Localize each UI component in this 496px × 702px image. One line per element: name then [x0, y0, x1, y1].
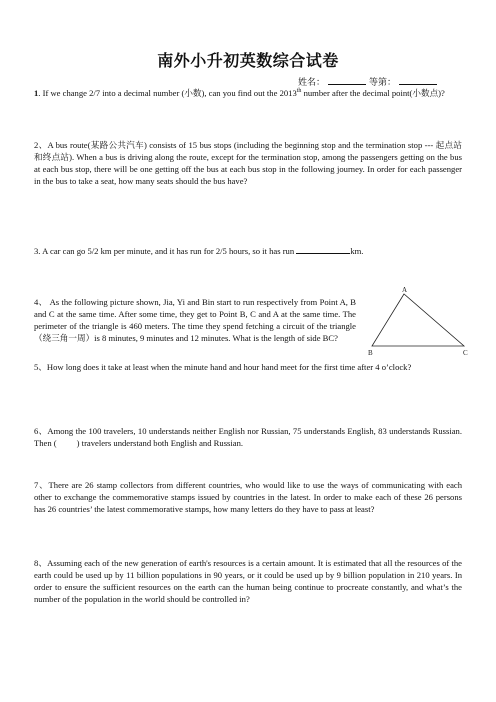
question-4: 4、 As the following picture shown, Jia, Yi and Bin start to run respectively from Point A, B and C at the same time. After some time, they get to Point B, C and A at the same time. The perimeter of the triangle is 460 meters. The time they spend fetching a circuit of the triangle （绕三角一周）is 8 minutes, 9 minutes and 12 minutes. What is the length of side BC? — [34, 297, 356, 343]
question-1-text: . If we change 2/7 into a decimal number (小数), can you find out the 2013 — [38, 88, 297, 98]
question-3-text: 3. A car can go 5/2 km per minute, and it has run for 2/5 hours, so it has run — [34, 246, 297, 256]
question-6-text-end: ) travelers understand both English and Russian. — [76, 438, 244, 448]
question-6 — [34, 425, 462, 449]
grade-label: 等第： — [368, 77, 396, 87]
question-8: 8、Assuming each of the new generation of earth's resources is a certain amount. It is estimated that all the resources of the earth could be used up by 11 billion populations in 90 years, or it could be used up by 9 billion population in 210 years. In order to ensure the sufficient resources on the earth can the human being continue to procreate constantly, and what’s the number of the population in the world should be controlled in? — [34, 558, 462, 604]
question-1 — [34, 87, 462, 99]
question-5: 5、How long does it take at least when the minute hand and hour hand meet for the first time after 4 o’clock? — [34, 362, 412, 372]
page-title: 南外小升初英数综合试卷 — [157, 51, 339, 70]
triangle-abc — [372, 294, 464, 346]
question-1-sup: th — [296, 88, 302, 95]
question-3-unit: km. — [350, 246, 364, 256]
name-label: 姓名： — [297, 77, 325, 87]
question-1-number: 1 — [34, 88, 39, 98]
question-3 — [34, 245, 462, 257]
question-1-text-end: number after the decimal point(小数点)? — [301, 88, 445, 98]
name-blank[interactable] — [328, 76, 366, 85]
question-2: 2、A bus route(某路公共汽车) consists of 15 bus stops (including the beginning stop and the termination stop --- 起点站和终点站). When a bus is driving along the route, except for the termination stop, among the passengers getting on the bus at each bus stop, there will be one getting off the bus at each bus stop in the following journey. In order for each passenger in the bus to take a seat, how many seats should the bus have? — [34, 140, 462, 186]
vertex-b-label: B — [368, 349, 373, 357]
triangle-figure — [368, 284, 472, 360]
vertex-c-label: C — [463, 349, 468, 357]
grade-blank[interactable] — [399, 76, 437, 85]
question-6-text: 6、Among the 100 travelers, 10 understands neither English nor Russian, 75 understands English, 83 understands Russian. Then ( — [34, 426, 462, 448]
answer-blank[interactable] — [296, 245, 350, 254]
vertex-a-label: A — [402, 286, 408, 294]
question-7: 7、There are 26 stamp collectors from different countries, who would like to use the ways of communicating with each other to exchange the commemorative stamps issued by countries in the latest. In order to make each of these 26 persons has 26 countries’ the latest commemorative stamps, how many letters do they have to pass at least? — [34, 480, 462, 514]
